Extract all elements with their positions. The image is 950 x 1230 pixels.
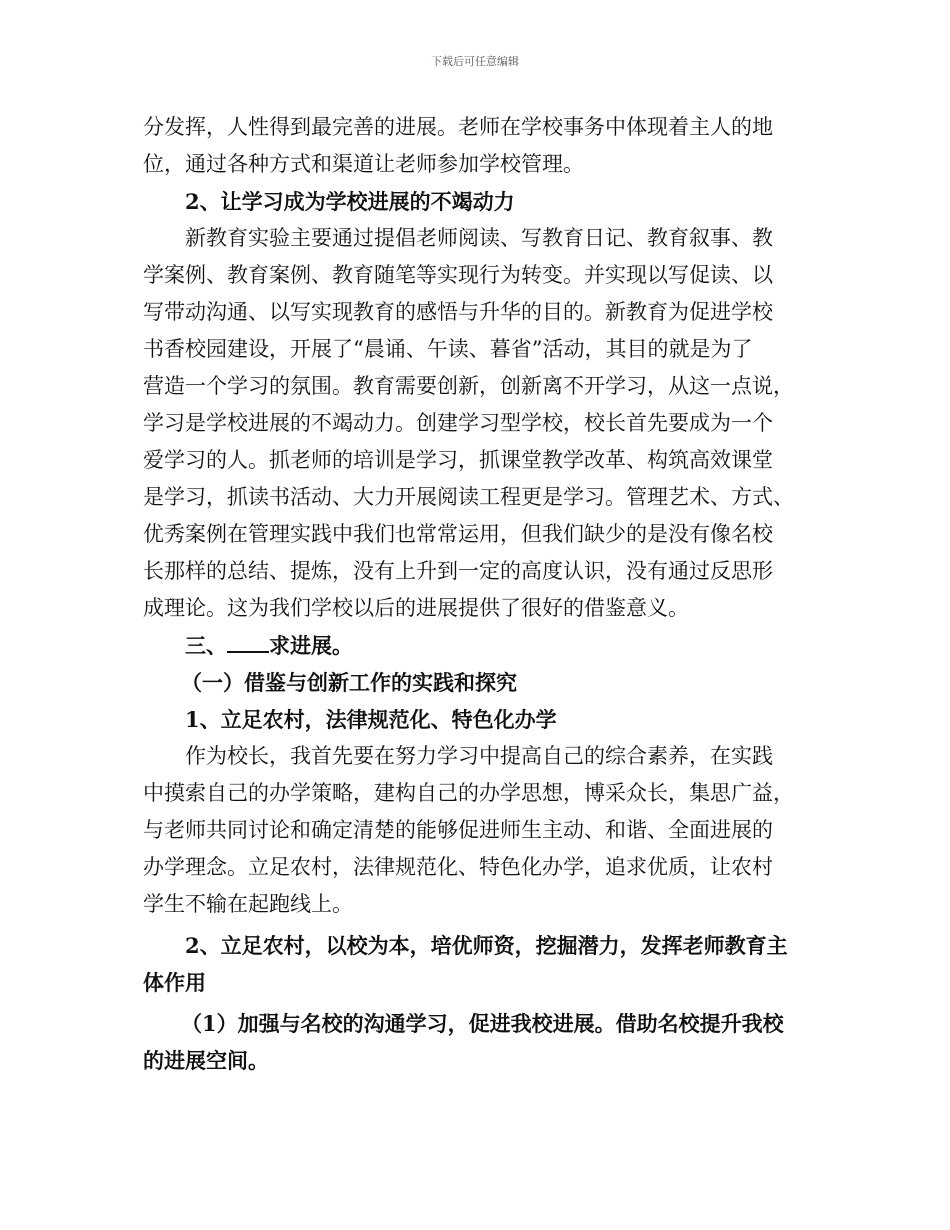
- text-line: 优秀案例在管理实践中我们也常常运用，但我们缺少的是没有像名校: [143, 522, 773, 546]
- item-heading-1: 1、立足农村，法律规范化、特色化办学: [185, 707, 557, 732]
- paragraph-continuation: [143, 109, 813, 183]
- text-line: 中摸索自己的办学策略，建构自己的办学思想，博采众长，集思广益，: [143, 781, 794, 805]
- text-line: 写带动沟通、以写实现教育的感悟与升华的目的。新教育为促进学校: [143, 300, 773, 324]
- document-body: [143, 109, 813, 1079]
- text-line: 新教育实验主要通过提倡老师阅读、写教育日记、教育叙事、教: [185, 226, 773, 250]
- paragraph-new-education: [143, 220, 813, 627]
- text-line: 与老师共同讨论和确定清楚的能够促进师生主动、和谐、全面进展的: [143, 818, 773, 842]
- text-line: 学生不输在起跑线上。: [143, 892, 353, 916]
- text-line: 2、立足农村，以校为本，培优师资，挖掘潜力，发挥老师教育主: [185, 933, 788, 958]
- blank-underline: [227, 633, 269, 653]
- text-line: 爱学习的人。抓老师的培训是学习，抓课堂教学改革、构筑高效课堂: [143, 448, 773, 472]
- text-line: 体作用: [143, 970, 206, 995]
- text-line: 办学理念。立足农村，法律规范化、特色化办学，追求优质，让农村: [143, 855, 773, 879]
- text-line: 学案例、教育案例、教育随笔等实现行为转变。并实现以写促读、以: [143, 263, 773, 287]
- text-line: 长那样的总结、提炼，没有上升到一定的高度认识，没有通过反思形: [143, 559, 773, 583]
- text-line: 成理论。这为我们学校以后的进展提供了很好的借鉴意义。: [143, 596, 689, 620]
- text-line: 作为校长，我首先要在努力学习中提高自己的综合素养，在实践: [185, 744, 773, 768]
- section-heading-three: [143, 627, 813, 664]
- item-heading-2: [143, 927, 813, 1001]
- page-header: 下载后可任意编辑: [431, 55, 519, 68]
- item-heading-2-1: [143, 1005, 813, 1079]
- section-heading-learning: 2、让学习成为学校进展的不竭动力: [185, 189, 515, 214]
- heading-prefix: 三、: [185, 633, 227, 658]
- text-line: 营造一个学习的氛围。教育需要创新，创新离不开学习，从这一点说，: [143, 374, 794, 398]
- subsection-heading-one: （一）借鉴与创新工作的实践和探究: [181, 670, 517, 695]
- heading-suffix: 求进展。: [269, 633, 353, 658]
- text-line: 书香校园建设，开展了“晨诵、午读、暮省”活动，其目的就是为了: [143, 337, 753, 361]
- text-line: 是学习，抓读书活动、大力开展阅读工程更是学习。管理艺术、方式、: [143, 485, 794, 509]
- text-line: （1）加强与名校的沟通学习，促进我校进展。借助名校提升我校: [181, 1011, 784, 1036]
- paragraph-principal: [143, 738, 813, 923]
- text-line: 的进展空间。: [143, 1048, 269, 1073]
- text-line: 位，通过各种方式和渠道让老师参加学校管理。: [143, 152, 584, 176]
- text-line: 分发挥，人性得到最完善的进展。老师在学校事务中体现着主人的地: [143, 115, 773, 139]
- text-line: 学习是学校进展的不竭动力。创建学习型学校，校长首先要成为一个: [143, 411, 773, 435]
